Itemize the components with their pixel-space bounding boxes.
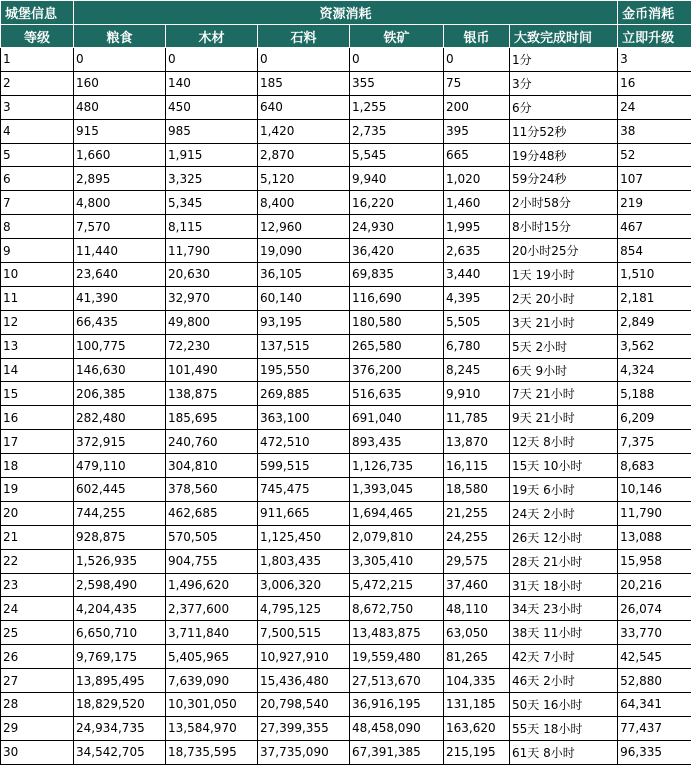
cell-level: 4 — [1, 119, 74, 143]
cell-iron: 180,580 — [350, 310, 444, 334]
table-row — [1, 286, 691, 310]
cell-stone: 93,195 — [258, 310, 350, 334]
cell-iron: 1,393,045 — [350, 478, 444, 502]
cell-iron: 1,126,735 — [350, 454, 444, 478]
cell-silver: 665 — [444, 143, 510, 167]
cell-stone: 7,500,515 — [258, 621, 350, 645]
table-row — [1, 215, 691, 239]
cell-food: 13,895,495 — [74, 669, 166, 693]
cell-time: 2天 20小时 — [510, 286, 618, 310]
cell-gold: 107 — [618, 167, 691, 191]
table-body — [1, 48, 691, 765]
cell-gold: 467 — [618, 215, 691, 239]
cell-food: 479,110 — [74, 454, 166, 478]
cell-food: 24,934,735 — [74, 716, 166, 740]
cell-level: 12 — [1, 310, 74, 334]
cell-wood: 49,800 — [166, 310, 258, 334]
cell-time: 3天 21小时 — [510, 310, 618, 334]
cell-time: 24天 2小时 — [510, 501, 618, 525]
cell-level: 29 — [1, 716, 74, 740]
cell-wood: 0 — [166, 48, 258, 72]
cell-stone: 269,885 — [258, 382, 350, 406]
cell-iron: 516,635 — [350, 382, 444, 406]
cell-gold: 42,545 — [618, 645, 691, 669]
cell-silver: 9,910 — [444, 382, 510, 406]
cell-stone: 4,795,125 — [258, 597, 350, 621]
cell-food: 282,480 — [74, 406, 166, 430]
cell-gold: 219 — [618, 191, 691, 215]
table-row — [1, 501, 691, 525]
cell-silver: 29,575 — [444, 549, 510, 573]
cell-level: 7 — [1, 191, 74, 215]
cell-stone: 10,927,910 — [258, 645, 350, 669]
cell-iron: 16,220 — [350, 191, 444, 215]
cell-gold: 6,209 — [618, 406, 691, 430]
cell-time: 34天 23小时 — [510, 597, 618, 621]
cell-food: 7,570 — [74, 215, 166, 239]
cell-wood: 20,630 — [166, 263, 258, 287]
cell-gold: 38 — [618, 119, 691, 143]
table-row — [1, 71, 691, 95]
cell-level: 18 — [1, 454, 74, 478]
cell-food: 41,390 — [74, 286, 166, 310]
cell-wood: 985 — [166, 119, 258, 143]
cell-time: 26天 12小时 — [510, 525, 618, 549]
cell-wood: 570,505 — [166, 525, 258, 549]
cell-wood: 10,301,050 — [166, 693, 258, 717]
cell-iron: 5,545 — [350, 143, 444, 167]
cell-time: 1天 19小时 — [510, 263, 618, 287]
cell-stone: 2,870 — [258, 143, 350, 167]
cell-iron: 36,916,195 — [350, 693, 444, 717]
cell-wood: 140 — [166, 71, 258, 95]
table-row — [1, 310, 691, 334]
table-row — [1, 263, 691, 287]
cell-gold: 13,088 — [618, 525, 691, 549]
table-row — [1, 525, 691, 549]
table-row — [1, 95, 691, 119]
cell-gold: 24 — [618, 95, 691, 119]
cell-wood: 1,496,620 — [166, 573, 258, 597]
header-group-row — [1, 1, 691, 25]
cell-gold: 7,375 — [618, 430, 691, 454]
cell-silver: 21,255 — [444, 501, 510, 525]
cell-level: 19 — [1, 478, 74, 502]
cell-level: 30 — [1, 740, 74, 764]
cell-time: 3分 — [510, 71, 618, 95]
cell-gold: 5,188 — [618, 382, 691, 406]
cell-level: 28 — [1, 693, 74, 717]
cell-iron: 9,940 — [350, 167, 444, 191]
cell-gold: 2,849 — [618, 310, 691, 334]
cell-food: 11,440 — [74, 239, 166, 263]
cell-food: 66,435 — [74, 310, 166, 334]
cell-iron: 2,079,810 — [350, 525, 444, 549]
cell-silver: 5,505 — [444, 310, 510, 334]
cell-wood: 101,490 — [166, 358, 258, 382]
cell-wood: 5,345 — [166, 191, 258, 215]
cell-level: 10 — [1, 263, 74, 287]
cell-gold: 2,181 — [618, 286, 691, 310]
table-row — [1, 740, 691, 764]
cell-level: 23 — [1, 573, 74, 597]
cell-gold: 20,216 — [618, 573, 691, 597]
cell-silver: 215,195 — [444, 740, 510, 764]
cell-food: 100,775 — [74, 334, 166, 358]
table-row — [1, 406, 691, 430]
cell-iron: 265,580 — [350, 334, 444, 358]
cell-silver: 395 — [444, 119, 510, 143]
cell-food: 6,650,710 — [74, 621, 166, 645]
cell-wood: 5,405,965 — [166, 645, 258, 669]
cell-gold: 3 — [618, 48, 691, 72]
cell-iron: 69,835 — [350, 263, 444, 287]
cell-wood: 7,639,090 — [166, 669, 258, 693]
cell-iron: 19,559,480 — [350, 645, 444, 669]
cell-silver: 104,335 — [444, 669, 510, 693]
cell-time: 5天 2小时 — [510, 334, 618, 358]
column-header-silver: 银币 — [444, 25, 510, 48]
cell-food: 34,542,705 — [74, 740, 166, 764]
cell-gold: 64,341 — [618, 693, 691, 717]
cell-silver: 8,245 — [444, 358, 510, 382]
cell-level: 9 — [1, 239, 74, 263]
table-row — [1, 573, 691, 597]
cell-food: 9,769,175 — [74, 645, 166, 669]
cell-iron: 2,735 — [350, 119, 444, 143]
cell-gold: 33,770 — [618, 621, 691, 645]
column-header-time: 大致完成时间 — [510, 25, 618, 48]
table-row — [1, 358, 691, 382]
cell-stone: 15,436,480 — [258, 669, 350, 693]
cell-wood: 72,230 — [166, 334, 258, 358]
table-row — [1, 549, 691, 573]
cell-wood: 3,325 — [166, 167, 258, 191]
cell-level: 8 — [1, 215, 74, 239]
cell-iron: 36,420 — [350, 239, 444, 263]
cell-silver: 63,050 — [444, 621, 510, 645]
column-header-stone: 石料 — [258, 25, 350, 48]
cell-time: 6天 9小时 — [510, 358, 618, 382]
cell-level: 1 — [1, 48, 74, 72]
cell-silver: 0 — [444, 48, 510, 72]
cell-food: 1,660 — [74, 143, 166, 167]
cell-stone: 599,515 — [258, 454, 350, 478]
table-row — [1, 716, 691, 740]
cell-food: 18,829,520 — [74, 693, 166, 717]
cell-time: 50天 16小时 — [510, 693, 618, 717]
cell-level: 13 — [1, 334, 74, 358]
cell-time: 38天 11小时 — [510, 621, 618, 645]
cell-food: 146,630 — [74, 358, 166, 382]
cell-gold: 3,562 — [618, 334, 691, 358]
cell-silver: 1,020 — [444, 167, 510, 191]
cell-stone: 1,803,435 — [258, 549, 350, 573]
cell-iron: 3,305,410 — [350, 549, 444, 573]
cell-gold: 15,958 — [618, 549, 691, 573]
cell-wood: 13,584,970 — [166, 716, 258, 740]
cell-time: 1分 — [510, 48, 618, 72]
cell-stone: 5,120 — [258, 167, 350, 191]
table-row — [1, 597, 691, 621]
cell-food: 1,526,935 — [74, 549, 166, 573]
cell-gold: 4,324 — [618, 358, 691, 382]
cell-wood: 3,711,840 — [166, 621, 258, 645]
cell-iron: 116,690 — [350, 286, 444, 310]
cell-stone: 1,420 — [258, 119, 350, 143]
cell-iron: 691,040 — [350, 406, 444, 430]
table-row — [1, 48, 691, 72]
cell-silver: 24,255 — [444, 525, 510, 549]
cell-level: 24 — [1, 597, 74, 621]
cell-iron: 27,513,670 — [350, 669, 444, 693]
cell-gold: 77,437 — [618, 716, 691, 740]
cell-time: 11分52秒 — [510, 119, 618, 143]
cell-iron: 48,458,090 — [350, 716, 444, 740]
cell-silver: 1,460 — [444, 191, 510, 215]
cell-silver: 11,785 — [444, 406, 510, 430]
cell-wood: 32,970 — [166, 286, 258, 310]
cell-iron: 0 — [350, 48, 444, 72]
cell-food: 915 — [74, 119, 166, 143]
cell-food: 2,598,490 — [74, 573, 166, 597]
cell-level: 21 — [1, 525, 74, 549]
cell-time: 46天 2小时 — [510, 669, 618, 693]
cell-wood: 2,377,600 — [166, 597, 258, 621]
table-row — [1, 693, 691, 717]
cell-food: 2,895 — [74, 167, 166, 191]
table-row — [1, 167, 691, 191]
cell-iron: 1,255 — [350, 95, 444, 119]
header-gold-cost: 金币消耗 — [618, 1, 691, 25]
cell-gold: 52,880 — [618, 669, 691, 693]
cell-gold: 96,335 — [618, 740, 691, 764]
cell-silver: 163,620 — [444, 716, 510, 740]
cell-food: 4,204,435 — [74, 597, 166, 621]
cell-level: 5 — [1, 143, 74, 167]
cell-food: 744,255 — [74, 501, 166, 525]
cell-stone: 745,475 — [258, 478, 350, 502]
cell-food: 480 — [74, 95, 166, 119]
table-row — [1, 621, 691, 645]
cell-level: 26 — [1, 645, 74, 669]
cell-time: 20小时25分 — [510, 239, 618, 263]
cell-silver: 200 — [444, 95, 510, 119]
cell-wood: 378,560 — [166, 478, 258, 502]
table-header — [1, 1, 691, 48]
header-column-row — [1, 25, 691, 48]
cell-time: 42天 7小时 — [510, 645, 618, 669]
cell-wood: 18,735,595 — [166, 740, 258, 764]
cell-time: 7天 21小时 — [510, 382, 618, 406]
cell-iron: 5,472,215 — [350, 573, 444, 597]
table-row — [1, 334, 691, 358]
cell-stone: 19,090 — [258, 239, 350, 263]
cell-level: 16 — [1, 406, 74, 430]
cell-gold: 52 — [618, 143, 691, 167]
cell-time: 6分 — [510, 95, 618, 119]
cell-iron: 13,483,875 — [350, 621, 444, 645]
cell-time: 31天 18小时 — [510, 573, 618, 597]
cell-food: 23,640 — [74, 263, 166, 287]
table-row — [1, 669, 691, 693]
cell-food: 372,915 — [74, 430, 166, 454]
cell-silver: 4,395 — [444, 286, 510, 310]
cell-silver: 75 — [444, 71, 510, 95]
cell-silver: 2,635 — [444, 239, 510, 263]
column-header-level: 等级 — [1, 25, 74, 48]
cell-time: 19分48秒 — [510, 143, 618, 167]
cell-stone: 8,400 — [258, 191, 350, 215]
cell-level: 3 — [1, 95, 74, 119]
table-row — [1, 454, 691, 478]
header-resource-cost: 资源消耗 — [74, 1, 618, 25]
cell-food: 206,385 — [74, 382, 166, 406]
cell-time: 19天 6小时 — [510, 478, 618, 502]
cell-iron: 893,435 — [350, 430, 444, 454]
cell-silver: 131,185 — [444, 693, 510, 717]
cell-iron: 376,200 — [350, 358, 444, 382]
cell-iron: 24,930 — [350, 215, 444, 239]
cell-level: 20 — [1, 501, 74, 525]
cell-level: 27 — [1, 669, 74, 693]
cell-iron: 1,694,465 — [350, 501, 444, 525]
cell-stone: 363,100 — [258, 406, 350, 430]
table-row — [1, 119, 691, 143]
header-castle-info: 城堡信息 — [1, 1, 74, 25]
cell-wood: 240,760 — [166, 430, 258, 454]
cell-wood: 450 — [166, 95, 258, 119]
cell-time: 55天 18小时 — [510, 716, 618, 740]
cell-silver: 81,265 — [444, 645, 510, 669]
cell-level: 15 — [1, 382, 74, 406]
cell-stone: 137,515 — [258, 334, 350, 358]
cell-iron: 67,391,385 — [350, 740, 444, 764]
cell-silver: 48,110 — [444, 597, 510, 621]
cell-gold: 11,790 — [618, 501, 691, 525]
cell-wood: 11,790 — [166, 239, 258, 263]
cell-stone: 36,105 — [258, 263, 350, 287]
cell-silver: 3,440 — [444, 263, 510, 287]
cell-food: 4,800 — [74, 191, 166, 215]
cell-food: 160 — [74, 71, 166, 95]
cell-stone: 20,798,540 — [258, 693, 350, 717]
table-row — [1, 239, 691, 263]
cell-food: 0 — [74, 48, 166, 72]
cell-silver: 13,870 — [444, 430, 510, 454]
cell-gold: 16 — [618, 71, 691, 95]
cell-time: 15天 10小时 — [510, 454, 618, 478]
cell-time: 8小时15分 — [510, 215, 618, 239]
cell-stone: 640 — [258, 95, 350, 119]
cell-silver: 1,995 — [444, 215, 510, 239]
cell-wood: 1,915 — [166, 143, 258, 167]
cell-level: 22 — [1, 549, 74, 573]
cell-time: 2小时58分 — [510, 191, 618, 215]
cell-wood: 304,810 — [166, 454, 258, 478]
cell-stone: 60,140 — [258, 286, 350, 310]
cell-time: 28天 21小时 — [510, 549, 618, 573]
cell-wood: 185,695 — [166, 406, 258, 430]
cell-wood: 138,875 — [166, 382, 258, 406]
cell-level: 17 — [1, 430, 74, 454]
cell-wood: 462,685 — [166, 501, 258, 525]
cell-level: 6 — [1, 167, 74, 191]
cell-silver: 6,780 — [444, 334, 510, 358]
cell-gold: 1,510 — [618, 263, 691, 287]
cell-time: 12天 8小时 — [510, 430, 618, 454]
cell-level: 25 — [1, 621, 74, 645]
cell-food: 928,875 — [74, 525, 166, 549]
table-row — [1, 430, 691, 454]
cell-food: 602,445 — [74, 478, 166, 502]
cell-gold: 8,683 — [618, 454, 691, 478]
cell-wood: 8,115 — [166, 215, 258, 239]
cell-level: 11 — [1, 286, 74, 310]
cell-silver: 18,580 — [444, 478, 510, 502]
cell-stone: 3,006,320 — [258, 573, 350, 597]
cell-stone: 1,125,450 — [258, 525, 350, 549]
cell-silver: 37,460 — [444, 573, 510, 597]
cell-gold: 26,074 — [618, 597, 691, 621]
column-header-instant-upgrade: 立即升级 — [618, 25, 691, 48]
cell-stone: 472,510 — [258, 430, 350, 454]
cell-level: 2 — [1, 71, 74, 95]
cell-stone: 0 — [258, 48, 350, 72]
table-row — [1, 478, 691, 502]
cell-time: 59分24秒 — [510, 167, 618, 191]
cell-gold: 10,146 — [618, 478, 691, 502]
cell-wood: 904,755 — [166, 549, 258, 573]
column-header-iron: 铁矿 — [350, 25, 444, 48]
table-row — [1, 382, 691, 406]
table-row — [1, 645, 691, 669]
cell-stone: 185 — [258, 71, 350, 95]
cell-stone: 195,550 — [258, 358, 350, 382]
cell-iron: 355 — [350, 71, 444, 95]
cell-stone: 27,399,355 — [258, 716, 350, 740]
table-row — [1, 191, 691, 215]
cell-silver: 16,115 — [444, 454, 510, 478]
cell-iron: 8,672,750 — [350, 597, 444, 621]
cell-stone: 37,735,090 — [258, 740, 350, 764]
cell-gold: 854 — [618, 239, 691, 263]
cell-stone: 911,665 — [258, 501, 350, 525]
cell-stone: 12,960 — [258, 215, 350, 239]
column-header-food: 粮食 — [74, 25, 166, 48]
cell-level: 14 — [1, 358, 74, 382]
table-row — [1, 143, 691, 167]
cell-time: 9天 21小时 — [510, 406, 618, 430]
cell-time: 61天 8小时 — [510, 740, 618, 764]
column-header-wood: 木材 — [166, 25, 258, 48]
